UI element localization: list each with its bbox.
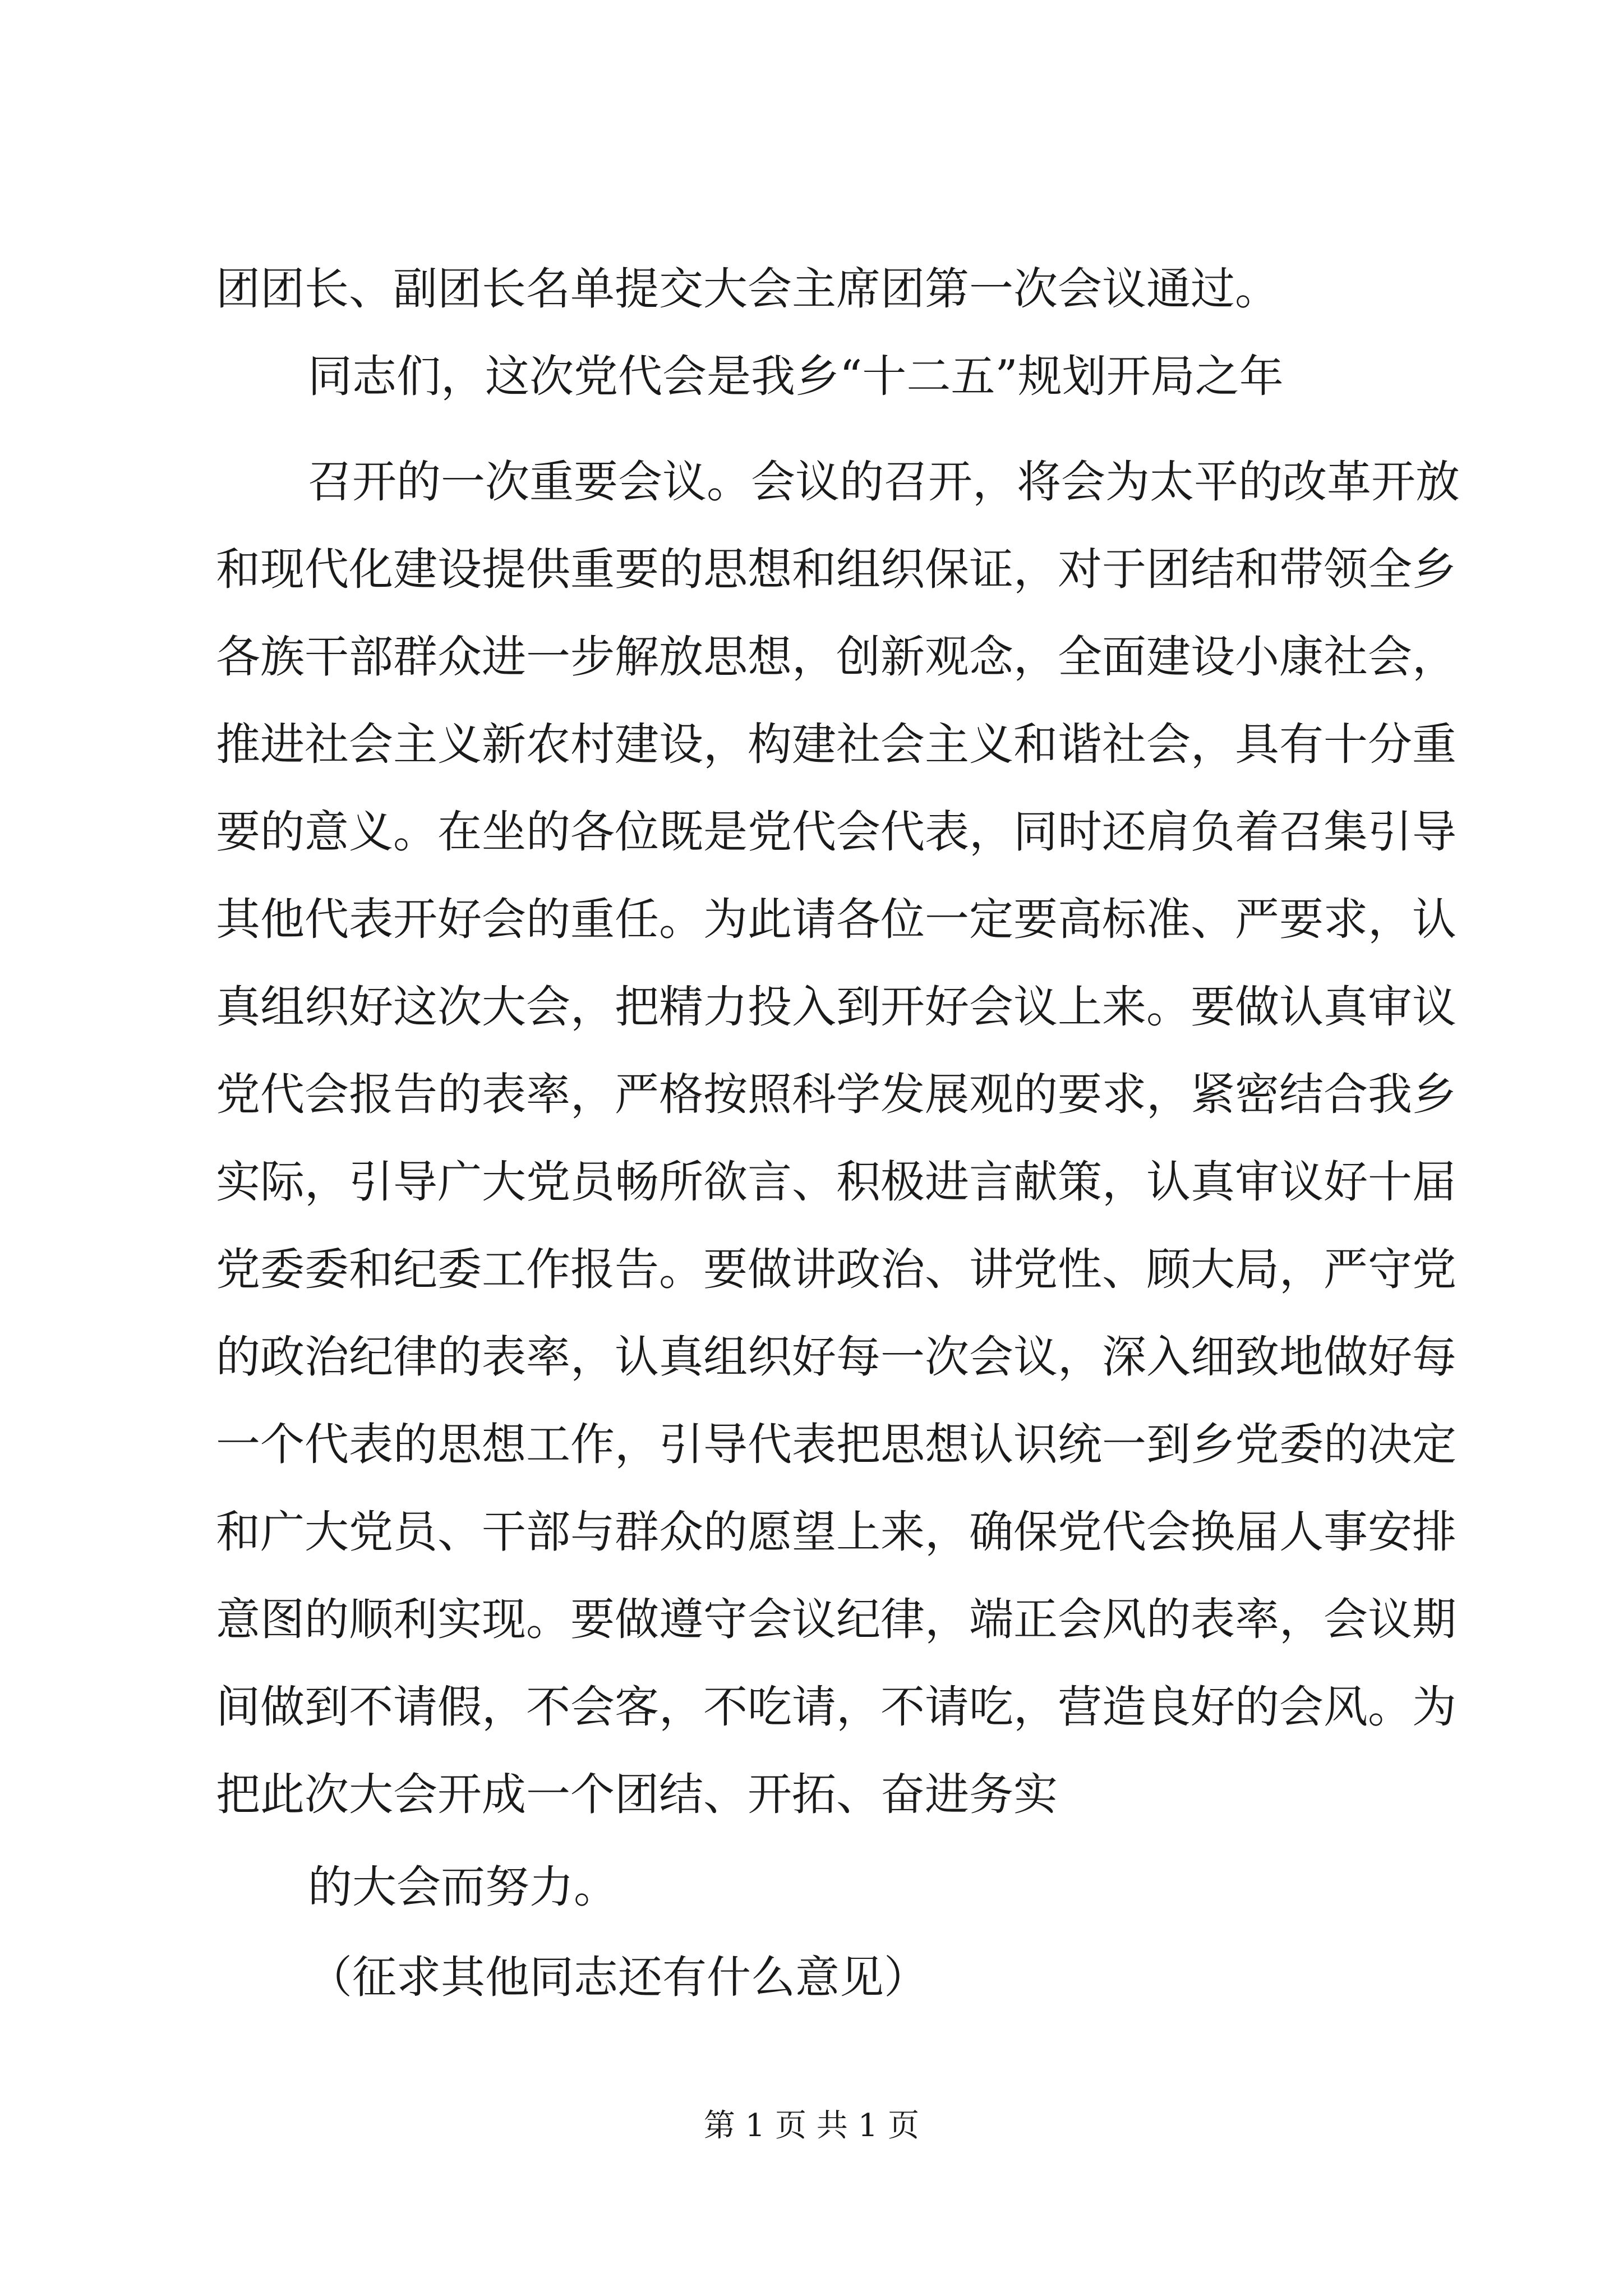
text-line-4: 和现代化建设提供重要的思想和组织保证，对于团结和带领全乡 xyxy=(216,544,1456,595)
text-line-9: 真组织好这次大会，把精力投入到开好会议上来。要做认真审议 xyxy=(216,981,1456,1033)
page-number-footer: 第 1 页 共 1 页 xyxy=(703,2108,920,2144)
text-line-17: 间做到不请假，不会客，不吃请，不请吃，营造良好的会风。为 xyxy=(216,1681,1456,1733)
text-line-20: （征求其他同志还有什么意见） xyxy=(308,1952,928,2003)
text-line-19: 的大会而努力。 xyxy=(308,1861,618,1913)
text-line-7: 要的意义。在坐的各位既是党代会代表，同时还肩负着召集引导 xyxy=(216,806,1456,858)
text-line-1: 团团长、副团长名单提交大会主席团第一次会议通过。 xyxy=(216,263,1279,315)
text-line-16: 意图的顺利实现。要做遵守会议纪律，端正会风的表率，会议期 xyxy=(216,1594,1456,1645)
text-line-12: 党委委和纪委工作报告。要做讲政治、讲党性、顾大局，严守党 xyxy=(216,1244,1456,1295)
text-line-11: 实际，引导广大党员畅所欲言、积极进言献策，认真审议好十届 xyxy=(216,1156,1456,1208)
text-line-13: 的政治纪律的表率，认真组织好每一次会议，深入细致地做好每 xyxy=(216,1331,1456,1383)
text-line-3: 召开的一次重要会议。会议的召开，将会为太平的改革开放 xyxy=(308,456,1460,508)
text-line-6: 推进社会主义新农村建设，构建社会主义和谐社会，具有十分重 xyxy=(216,719,1456,770)
text-line-15: 和广大党员、干部与群众的愿望上来，确保党代会换届人事安排 xyxy=(216,1506,1456,1558)
text-line-8: 其他代表开好会的重任。为此请各位一定要高标准、严要求，认 xyxy=(216,894,1456,945)
text-line-18: 把此次大会开成一个团结、开拓、奋进务实 xyxy=(216,1769,1058,1820)
text-line-14: 一个代表的思想工作，引导代表把思想认识统一到乡党委的决定 xyxy=(216,1419,1456,1470)
text-line-2: 同志们，这次党代会是我乡“十二五”规划开局之年 xyxy=(308,351,1284,402)
text-line-10: 党代会报告的表率，严格按照科学发展观的要求，紧密结合我乡 xyxy=(216,1069,1456,1120)
text-line-5: 各族干部群众进一步解放思想，创新观念，全面建设小康社会， xyxy=(216,631,1456,683)
